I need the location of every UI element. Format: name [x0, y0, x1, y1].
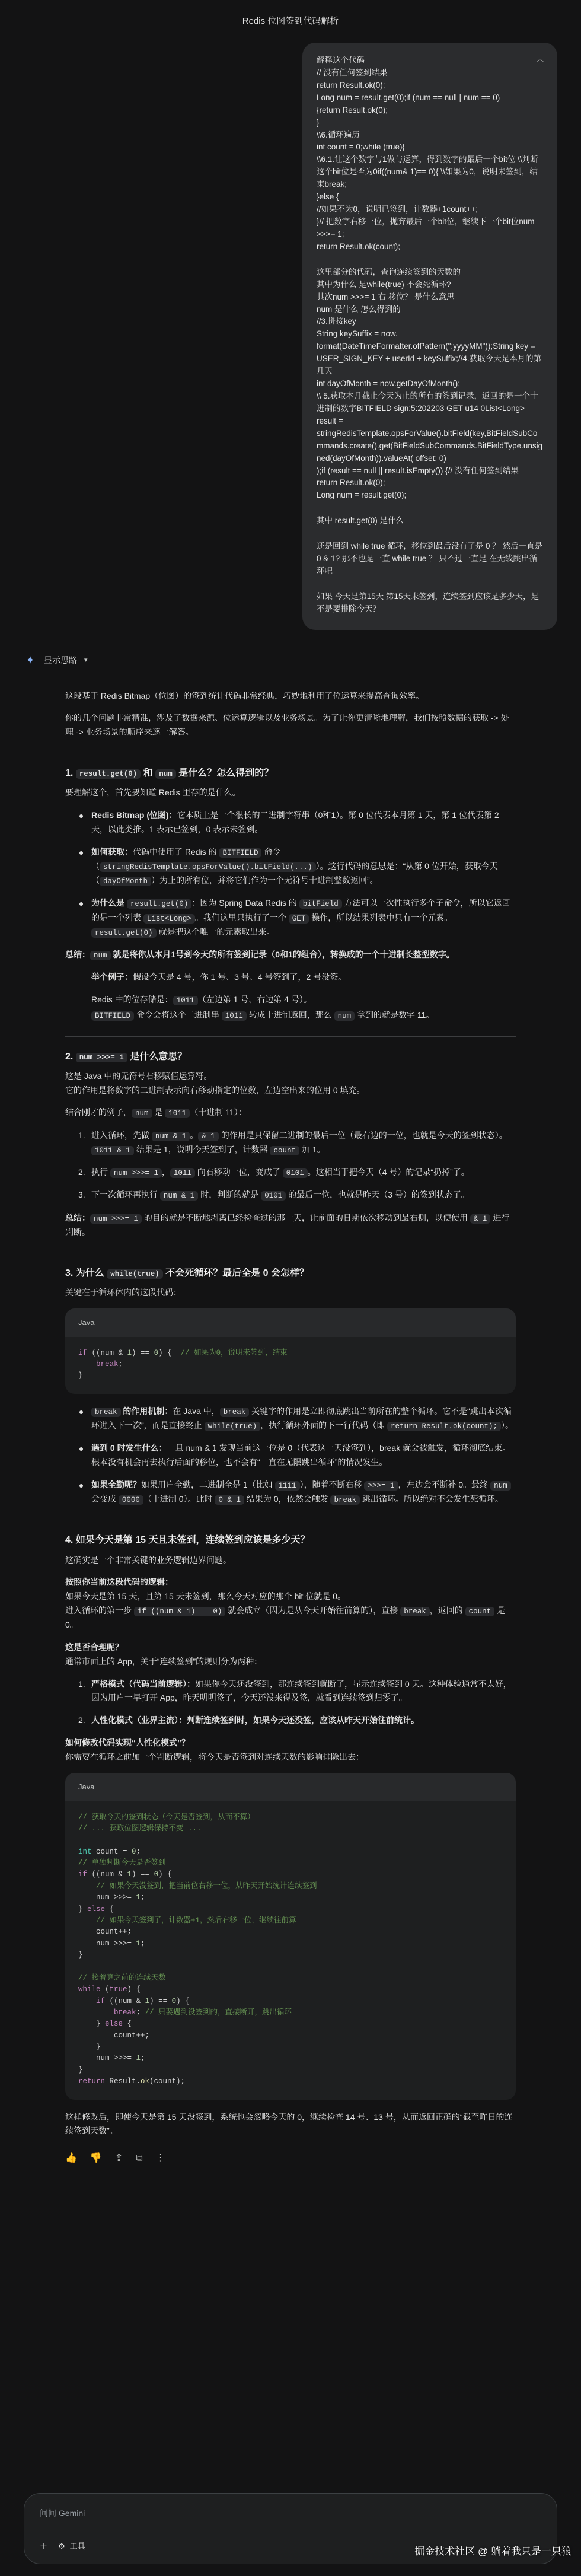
code-block	[65, 1773, 516, 2100]
user-message-line: \\ 5.获取本月截止今天为止的所有的签到记录，返回的是一个十进制的数字BITFIELD sign:5:202203 GET u14 0List<Long> result =	[317, 391, 538, 425]
user-message-line: Long num = result.get(0);	[317, 491, 407, 500]
section-4-reason-text: 通常市面上的 App，关于“连续签到”的规则分为两种：	[65, 1656, 263, 1666]
section-2-lead: 这是 Java 中的无符号右移赋值运算符。	[65, 1071, 212, 1081]
code-block-body[interactable]: // 获取今天的签到状态（今天是否签到，从而不算） // ... 获取位图逻辑保持不变 ... int count = 0; // 单独判断今天是否签到 if ((num & 1) == 0) { // 如果今天没签到，把当前位右移一位，从昨天开始统计连续签到 num >>>= 1; } else { // 如果今天签到了，计数器+1，然后右移一位，继续往前算 count++; num >>>= 1; } // 接着算之前的连续天数 while (true) { if ((num & 1) == 0) { break; // 只要遇到没签到的，直接断开，跳出循环 } else { count++; } num >>>= 1; } return Result.ok(count);	[78, 1813, 317, 2086]
more-icon[interactable]: ⋮	[155, 2153, 165, 2164]
list-item: 1. 严格模式（代码当前逻辑）：如果你今天还没签到，那连续签到就断了，显示连续签到 0 天。这种体验通常不太好，因为用户一早打开 App，昨天明明签了，今天还没来得及签，就看到连续签到归零了。	[78, 1679, 512, 1703]
prompt-input[interactable]: 问问 Gemini	[40, 2508, 85, 2518]
user-message-line: Long num = result.get(0);if (num == null | num == 0)	[317, 93, 500, 102]
user-message-row	[0, 43, 581, 630]
section-1-list	[65, 808, 516, 940]
composer-tools	[40, 2540, 85, 2553]
user-message-line: );if (result == null || result.isEmpty()) {// 没有任何签到结果	[317, 466, 519, 475]
list-item: 遇到 0 时发生什么：一旦 num & 1 发现当前这一位是 0（代表这一天没签到），break 就会被触发，循环彻底结束。根本没有机会再去执行后面的移位，也不会有“一直在无限跳出循环”的情况发生。	[65, 1441, 516, 1470]
tools-button[interactable]: ⚙ 工具	[58, 2540, 85, 2553]
code-block-language: Java	[65, 1773, 516, 1801]
section-4-reason-title: 这是否合理呢？	[65, 1642, 123, 1652]
section-4-opt-text: 你需要在循环之前加一个判断逻辑，将今天是否签到对连续天数的影响排除出去：	[65, 1752, 364, 1762]
list-item: 3. 下一次循环再执行 num & 1 时，判断的就是 0101 的最后一位，也就是昨天（3 号）的签到状态了。	[78, 1190, 470, 1201]
section-4-opt-title: 如何修改代码实现“人性化模式”？	[65, 1738, 190, 1747]
section-3-lead: 关键在于循环体内的这段代码：	[65, 1287, 181, 1297]
user-message-line: 其中 result.get(0) 是什么	[317, 516, 404, 526]
user-message-line: \\6.1.让这个数字与1做与运算，得到数字的最后一个bit位 \\判断这个bit位是否为0if((num& 1)== 0){ \\如果为0，说明未签到，结束break;	[317, 155, 538, 189]
divider	[65, 1036, 516, 1037]
section-4-logic-2: 进入循环的第一步 if ((num & 1) == 0) 就会成立（因为是从今天开始往前算的），直接 break ，返回的 count 是 0。	[65, 1605, 506, 1630]
user-message-line: return Result.ok(0);	[317, 80, 385, 90]
user-message-line: int count = 0;while (true){	[317, 142, 405, 152]
user-message-line: format(DateTimeFormatter.ofPattern(":yyyyMM"));String key = USER_SIGN_KEY + userId + keySuffix;//4.获取今天是本月的第几天	[317, 342, 542, 376]
conversation-title[interactable]: Redis 位图签到代码解析	[242, 16, 339, 27]
list-item: 如何获取：代码中使用了 Redis 的 BITFIELD 命令（ stringRedisTemplate.opsForValue().bitField(...) ）。这行代码的意思是：“从第 0 位开始，获取今天（ dayOfMonth ）为止的所有位，并将它们作为一个无符号十进制整数返回”。	[65, 845, 516, 889]
user-message-line: \\6.循环遍历	[317, 130, 360, 139]
user-message-line: 解释这个代码	[317, 56, 365, 65]
section-1-example: 举个例子：假设今天是 4 号，你 1 号、3 号、4 号签到了，2 号没签。 Redis 中的位存储是： 1011 （左边第 1 号，右边第 4 号）。 BITFIELD 命令会将这个二进制串 1011 转成十进制返回，那么 num 拿到的就是数字 11。	[91, 972, 435, 1021]
section-2-steps	[65, 1129, 516, 1203]
code-block-language: Java	[65, 1308, 516, 1337]
user-message-line: 其中为什么 是while(true) 不会死循环?	[317, 279, 451, 289]
user-message-line: 还是回到 while true 循环，移位到最后没有了是 0 ？ 然后一直是 0 & 1? 那不也是一直 while true ？ 只不过一直是 在无线跳出循环吧	[317, 542, 545, 576]
intro-paragraph-2: 你的几个问题非常精准，涉及了数据来源、位运算逻辑以及业务场景。为了让你更清晰地理解，我们按照数据的获取 -> 处理 -> 业务场景的顺序来逐一解答。	[65, 713, 509, 737]
user-message-line	[317, 502, 543, 515]
section-1-lead: 要理解这个，首先要知道 Redis 里存的是什么。	[65, 788, 241, 798]
user-message-line	[317, 527, 543, 540]
section-1-heading: 1. result.get(0) 和 num 是什么？怎么得到的？	[65, 768, 274, 778]
add-icon[interactable]: ＋	[40, 2541, 48, 2550]
conversation-title-bar	[0, 0, 581, 43]
user-message-line: }// 把数字右移一位，抛弃最后一个bit位，继续下一个bit位num >>>= 1;	[317, 216, 537, 238]
copy-icon[interactable]: ⧉	[136, 2153, 143, 2164]
list-item: 如果全勤呢？如果用户全勤，二进制全是 1（比如 1111 ），随着不断右移 >>>= 1 ，左边会不断补 0。最终 num 会变成 0000 （十进制 0）。此时 0 & 1 结果为 0，依然会触发 break 跳出循环。所以绝对不会发生死循环。	[65, 1478, 516, 1507]
section-3-list	[65, 1405, 516, 1507]
section-4-heading: 4. 如果今天是第 15 天且未签到，连续签到应该是多少天？	[65, 1535, 310, 1546]
user-message-line: //3.拼接key	[317, 317, 356, 326]
list-item: 2. 执行 num >>>= 1 ， 1011 向右移动一位，变成了 0101 。这相当于把今天（4 号）的记录“扔掉”了。	[78, 1167, 470, 1178]
user-message-line: }	[317, 117, 320, 127]
section-1-summary: 总结： num 就是将你从本月1号到今天的所有签到记录（0和1的组合），转换成的一个十进制长整型数字。	[65, 950, 455, 960]
thumbs-down-icon[interactable]: 👎	[90, 2153, 102, 2164]
chevron-down-icon: ▾	[84, 657, 88, 664]
section-4-logic-1: 如果今天是第 15 天，且第 15 天未签到，那么今天对应的那个 bit 位就是 0。	[65, 1591, 346, 1601]
section-2-lead-2: 它的作用是将数字的二进制表示向右移动指定的位数，左边空出来的位用 0 填充。	[65, 1085, 365, 1095]
user-message-line: int dayOfMonth = now.getDayOfMonth();	[317, 379, 460, 389]
watermark: 掘金技术社区 @ 躺着我只是一只狼	[414, 2546, 572, 2558]
gemini-spark-icon: ✦	[25, 654, 35, 667]
list-item: 1. 进入循环，先做 num & 1 。 & 1 的作用是只保留二进制的最后一位（最右边的一位，也就是今天的签到状态）。1011 & 1 结果是 1，说明今天签到了，计数器 count 加 1。	[78, 1130, 507, 1155]
show-thinking-toggle[interactable]	[24, 654, 581, 668]
user-message-bubble	[302, 43, 557, 630]
thumbs-up-icon[interactable]: 👍	[65, 2153, 77, 2164]
section-2-lead-3: 结合刚才的例子， num 是 1011 （十进制 11）：	[65, 1107, 247, 1118]
model-response	[0, 668, 581, 2139]
user-message-line	[317, 578, 543, 591]
section-3-heading: 3. 为什么 while(true) 不会死循环？最后全是 0 会怎样？	[65, 1268, 309, 1278]
tools-icon: ⚙	[58, 2541, 65, 2550]
list-item: 为什么是 result.get(0) ：因为 Spring Data Redis 的 bitField 方法可以一次性执行多个子命令，所以它返回的是一个列表 List<Long> 。我们这里只执行了一个 GET 操作，所以结果列表中只有一个元素。result.get(0) 就是把这个唯一的元素取出来。	[65, 896, 516, 940]
collapse-chevron-icon[interactable]: ︿	[536, 54, 544, 63]
closing-paragraph: 这样修改后，即使今天是第 15 天没签到，系统也会忽略今天的 0，继续检查 14 号、13 号，从而返回正确的“截至昨日的连续签到天数”。	[65, 2112, 513, 2136]
user-message-line: 如果 今天是第15天 第15天未签到，连续签到应该是多少天，是不是要排除今天？	[317, 591, 540, 613]
code-block	[65, 1308, 516, 1394]
section-4-modes	[65, 1677, 516, 1728]
show-thinking-label: 显示思路	[44, 655, 77, 665]
user-message-line: stringRedisTemplate.opsForValue().bitField(key,BitFieldSubCommands.create().get(BitFieldSubCommands.BitFieldType.unsigned(dayOfMonth)).valueAt( offset: 0)	[317, 428, 543, 463]
user-message-line: //如果不为0，说明已签到，计数器+1count++;	[317, 205, 478, 214]
intro-paragraph: 这段基于 Redis Bitmap（位图）的签到统计代码非常经典，巧妙地利用了位运算来提高查询效率。	[65, 690, 424, 700]
user-message-text	[317, 55, 543, 616]
user-message-line	[317, 253, 543, 266]
share-icon[interactable]: ⇪	[114, 2153, 123, 2164]
user-message-line: 这里部分的代码，查询连续签到的天数的	[317, 267, 461, 276]
list-item: 2. 人性化模式（业界主流）：判断连续签到时，如果今天还没签，应该从昨天开始往前统计。	[78, 1715, 419, 1725]
section-4-logic-title: 按照你当前这段代码的逻辑：	[65, 1577, 173, 1587]
user-message-line: num 是什么 怎么得到的	[317, 304, 401, 314]
response-actions	[0, 2147, 581, 2166]
user-message-line: // 没有任何签到结果	[317, 68, 388, 77]
user-message-line: String keySuffix = now.	[317, 329, 398, 339]
section-4-lead: 这确实是一个非常关键的业务逻辑边界问题。	[65, 1555, 231, 1565]
code-block-body[interactable]: if ((num & 1) == 0) { // 如果为0，说明未签到，结束 break; }	[78, 1348, 288, 1380]
list-item: break 的作用机制：在 Java 中， break 关键字的作用是立即彻底跳出当前所在的整个循环。它不是“跳出本次循环进入下一次”，而是直接终止 while(true) ，执行循环外面的下一行代码（即 return Result.ok(count); ）。	[65, 1405, 516, 1434]
section-2-heading: 2. num >>>= 1 是什么意思？	[65, 1051, 187, 1062]
user-message-line: return Result.ok(count);	[317, 241, 401, 251]
list-item: Redis Bitmap (位图)：它本质上是一个很长的二进制字符串（0和1）。第 0 位代表本月第 1 天，第 1 位代表第 2 天，以此类推。1 表示已签到，0 表示未签到。	[65, 808, 516, 837]
user-message-line: return Result.ok(0);	[317, 478, 385, 488]
user-message-line: 其次num >>>= 1 右 移位？ 是什么意思	[317, 292, 455, 301]
user-message-line: }else {	[317, 192, 339, 202]
user-message-line: {return Result.ok(0);	[317, 105, 388, 114]
section-2-summary: 总结： num >>>= 1 的目的就是不断地剥离已经检查过的那一天，让前面的日期依次移动到最右侧，以便使用 & 1 进行判断。	[65, 1212, 510, 1237]
